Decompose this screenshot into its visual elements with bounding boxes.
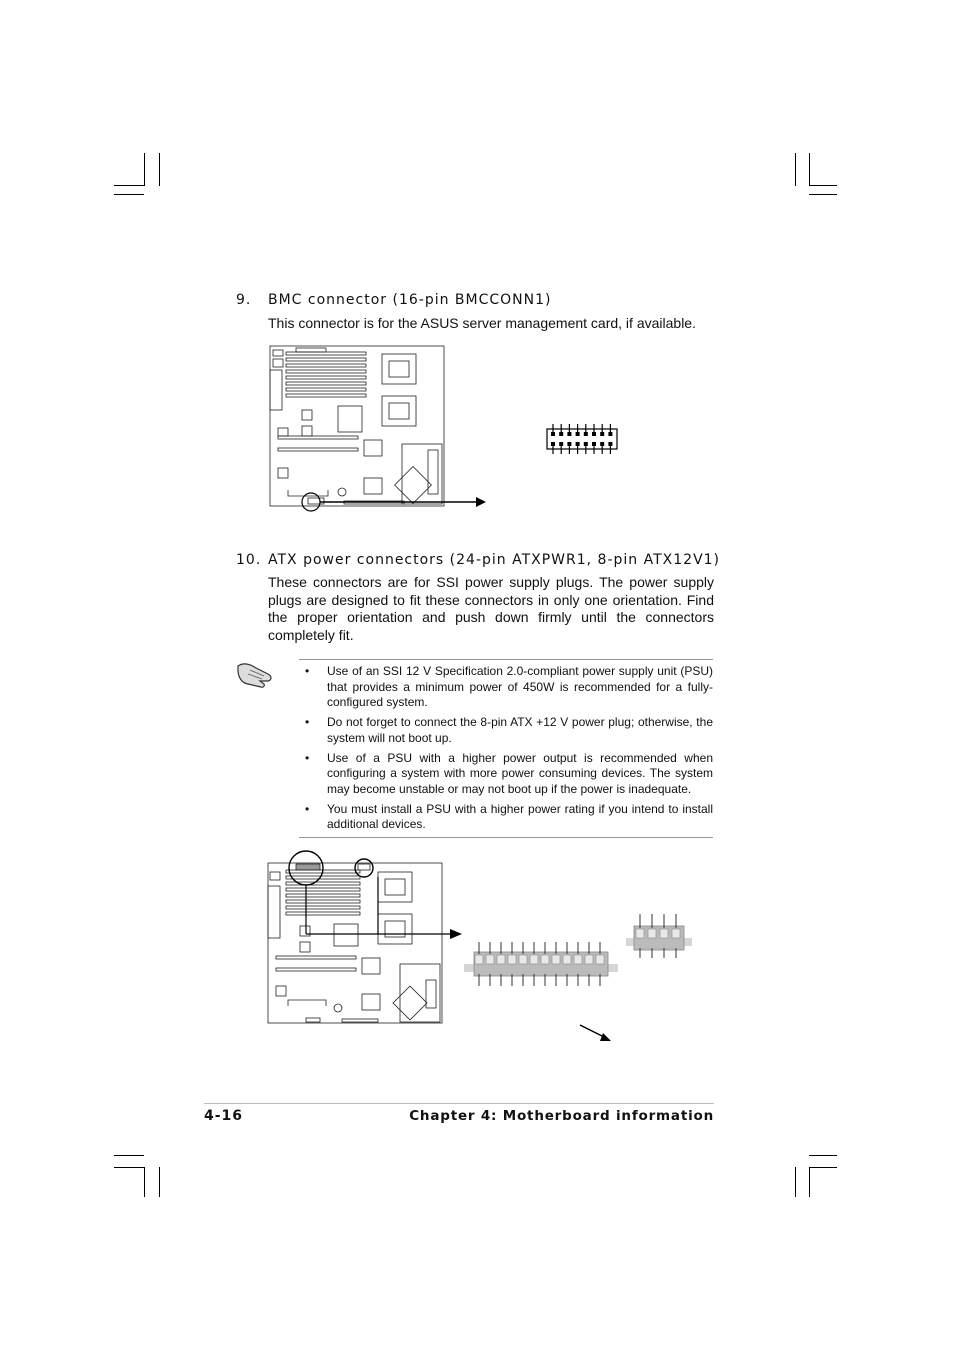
bmc-pin-pad	[584, 432, 588, 436]
section-9-heading	[236, 292, 552, 308]
atx24-pin-cell	[541, 955, 549, 964]
bmc-pin-pad	[592, 442, 596, 446]
atx24-pin-cell	[596, 955, 604, 964]
bmc-pin-pad	[576, 442, 580, 446]
crop-mark-bottom-left-v1	[144, 1167, 145, 1197]
crop-mark-top-right-h2	[809, 194, 837, 195]
section-10-heading	[236, 552, 720, 568]
bmc-pin-pad	[584, 442, 588, 446]
bmc-pin-pad	[559, 442, 563, 446]
bmc-pin-pad	[600, 432, 604, 436]
crop-mark-top-right-v2	[809, 153, 810, 186]
orientation-arrow	[578, 1022, 614, 1044]
atx24-pin-cell	[519, 955, 527, 964]
crop-mark-bottom-left-h2	[114, 1167, 144, 1168]
footer-rule	[204, 1103, 714, 1104]
atx8-pin-cell	[636, 929, 644, 938]
section-10-number: 10.	[236, 552, 262, 568]
bmc-pin-pad	[608, 432, 612, 436]
note-top-rule	[299, 659, 713, 660]
bmc-pin-pad	[559, 432, 563, 436]
note-item: • Use of a PSU with a higher power output is recommended when configuring a system with more power consuming devices. The system may become unstable or may not boot up if the power is inadequate.	[301, 751, 713, 798]
note-item: • You must install a PSU with a higher power rating if you intend to install additional devices.	[301, 802, 713, 833]
atx12v1-8pin-connector-diagram	[624, 912, 694, 958]
crop-mark-bottom-right-h1	[809, 1155, 837, 1156]
crop-mark-top-right-v1	[795, 153, 796, 186]
atxpwr1-24pin-connector-diagram	[462, 940, 622, 988]
bmc-pin-pad	[551, 442, 555, 446]
bmc-pin-pad	[576, 432, 580, 436]
bmc-pin-pad	[600, 442, 604, 446]
crop-mark-top-left-v1	[144, 153, 145, 186]
bmc-pin-pad	[567, 432, 571, 436]
power-notes-list	[301, 664, 713, 837]
crop-mark-bottom-right-v1	[795, 1167, 796, 1197]
motherboard-layout-diagram-atx	[266, 848, 476, 1028]
crop-mark-top-left	[114, 194, 144, 195]
bmc-pin-pad	[592, 432, 596, 436]
note-item: • Do not forget to connect the 8-pin ATX +12 V power plug; otherwise, the system will not boot up.	[301, 715, 713, 746]
note-bottom-rule	[299, 837, 713, 838]
crop-mark-bottom-left-v2	[159, 1167, 160, 1197]
hand-note-icon	[234, 654, 276, 690]
section-10-title: ATX power connectors (24-pin ATXPWR1, 8-pin ATX12V1)	[268, 552, 721, 568]
atx24-pin-cell	[475, 955, 483, 964]
atx8-pin-cell	[648, 929, 656, 938]
atx8-pin-cell	[660, 929, 668, 938]
section-9-description: This connector is for the ASUS server management card, if available.	[268, 315, 696, 331]
atx24-pin-cell	[497, 955, 505, 964]
motherboard-layout-diagram-bmc	[268, 344, 508, 514]
note-item: • Use of an SSI 12 V Specification 2.0-compliant power supply unit (PSU) that provides a minimum power of 450W is recommended for a fully-configured system.	[301, 664, 713, 711]
atx24-pin-cell	[508, 955, 516, 964]
atx24-pin-cell	[574, 955, 582, 964]
bmc-pin-pad	[567, 442, 571, 446]
bmc-connector-pin-diagram	[546, 424, 618, 454]
atx8-pin-cell	[672, 929, 680, 938]
crop-mark-top-right-h1	[809, 185, 837, 186]
crop-mark-bottom-right-v2	[809, 1167, 810, 1197]
crop-mark-bottom-left-h1	[114, 1155, 144, 1156]
bmc-pin-pad	[551, 432, 555, 436]
atx24-pin-cell	[563, 955, 571, 964]
atx24-pin-cell	[585, 955, 593, 964]
crop-mark-top-left-h2	[114, 185, 144, 186]
section-9-number: 9.	[236, 292, 252, 308]
atx24-pin-cell	[552, 955, 560, 964]
section-9-title: BMC connector (16-pin BMCCONN1)	[268, 292, 552, 308]
chapter-title: Chapter 4: Motherboard information	[409, 1108, 714, 1124]
atx24-pin-cell	[486, 955, 494, 964]
bmc-pin-pad	[608, 442, 612, 446]
crop-mark-bottom-right-h2	[809, 1167, 837, 1168]
crop-mark-top-left-v2	[159, 153, 160, 186]
atx24-pin-cell	[530, 955, 538, 964]
section-10-description: These connectors are for SSI power supply plugs. The power supply plugs are designed to fit these connectors in only one orientation. Find the proper orientation and push down firmly until the connectors completely fit.	[268, 574, 714, 643]
page-number: 4-16	[204, 1108, 244, 1124]
